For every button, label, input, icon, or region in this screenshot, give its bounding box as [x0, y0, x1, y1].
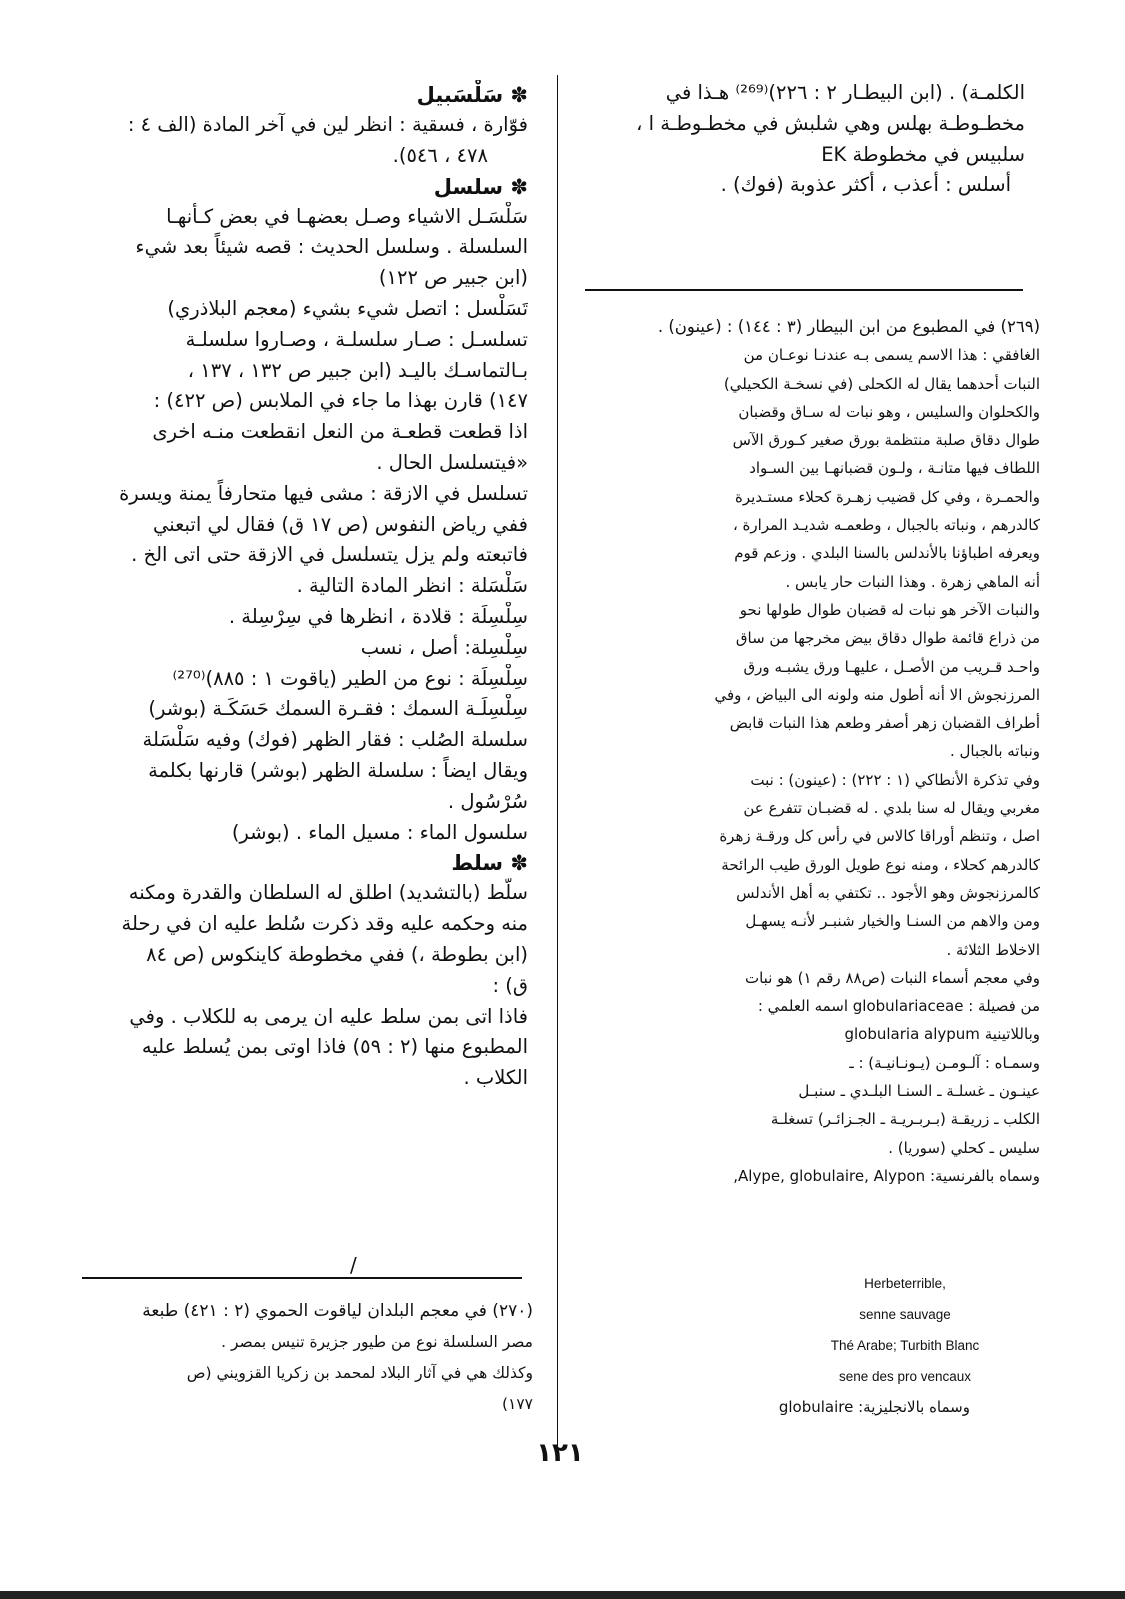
footnote-line: مصر السلسلة نوع من طيور جزيرة تنيس بمصر . — [221, 1333, 533, 1351]
text-line: سَلْسَلة : انظر المادة التالية . — [296, 574, 528, 598]
footnote-separator-right — [585, 289, 1023, 291]
text-line: اذا قطعت قطعـة من النعل انقطعت منـه اخرى — [152, 420, 528, 444]
text-line: مخطـوطـة بهلس وهي شلبش في مخطـوطـة ا ، — [636, 111, 1025, 135]
footnote-line: ويعرفه اطباؤنا بالأندلس بالسنا البلدي . وزعم قوم — [734, 544, 1040, 563]
footnote-line: وسمـاه : آلـومـن (يـونـانيـة) : ـ — [849, 1053, 1040, 1072]
footnote-line: الغافقي : هذا الاسم يسمى بـه عندنـا نوعـان من — [743, 346, 1040, 365]
text-line: السلسلة . وسلسل الحديث : قصه شيئاً بعد شيء — [135, 235, 528, 259]
footnote-line: أطراف القضبان زهر أصفر وطعم هذا النبات قابض — [729, 714, 1040, 733]
footnote-line: سليس ـ كحلي (سوريا) . — [888, 1138, 1040, 1157]
right-column — [590, 78, 1025, 201]
text-line: سُرْسُول . — [447, 789, 528, 813]
text-line: تسلسل في الازقة : مشى فيها متحارفاً يمنة ويسرة — [119, 481, 528, 505]
french-names — [770, 1268, 1040, 1392]
text-line: الكلاب . — [463, 1066, 528, 1090]
column-divider — [557, 75, 558, 1460]
footnote-line: وفي معجم أسماء النبات (ص٨٨ رقم ١) هو نبات — [744, 968, 1040, 987]
footnote-line: (٢٦٩) في المطبوع من ابن البيطار (٣ : ١٤٤) : (عينون) . — [657, 317, 1040, 336]
footnote-line: عينـون ـ غسلـة ـ السنـا البلـدي ـ سنبـل — [798, 1082, 1040, 1101]
text-line: أسلس : أعذب ، أكثر عذوبة (فوك) . — [720, 173, 1011, 197]
footnote-line: (٢٧٠) في معجم البلدان لياقوت الحموي (٢ : ٤٢١) طبعة — [142, 1301, 533, 1321]
text-line: سِلْسِلَة : نوع من الطير (ياقوت ١ : ٨٨٥)⁽²⁷⁰⁾ — [172, 666, 528, 690]
text-line: ففي رياض النفوس (ص ١٧ ق) فقال لي اتبعني — [152, 512, 528, 536]
footnote-line: والحمـرة ، وفي كل قضيب زهـرة كحلاء مستـديرة — [735, 487, 1040, 506]
text-line: تَسَلْسل : اتصل شيء بشيء (معجم البلاذري) — [167, 296, 528, 320]
footnote-line: وباللاتينية globularia alypum — [844, 1025, 1040, 1044]
footnote-line: ومن والاهم من السنـا والخيار شنبـر لأنـه يسهـل — [745, 912, 1040, 931]
text-line: سلسول الماء : مسيل الماء . (بوشر) — [231, 820, 528, 844]
footnote-line: مغربي ويقال له سنا بلدي . له قضبـان تتفرع عن — [743, 799, 1040, 818]
footnote-line: المرزنجوش الا أنه أطول منه ولونه الى البياض ، وفي — [714, 685, 1040, 704]
entry-heading: ✽ سلسل — [433, 174, 528, 199]
footnote-line: وفي تذكرة الأنطاكي (١ : ٢٢٢) : (عينون) : نبت — [750, 770, 1040, 789]
text-line: المطبوع منها (٢ : ٥٩) فاذا اوتى بمن يُسلط عليه — [141, 1035, 528, 1059]
french-name: Herbeterrible, — [864, 1276, 946, 1291]
text-line: سِلْسِلَة : قلادة ، انظرها في سِرْسِلة . — [228, 604, 528, 628]
text-line: ١٤٧) قارن بهذا ما جاء في الملابس (ص ٤٢٢) : — [153, 389, 528, 413]
footnote-line: ١٧٧) — [501, 1395, 533, 1413]
text-line: سلسلة الصُلب : فقار الظهر (فوك) وفيه سَلْسَلة — [142, 728, 528, 752]
footnote-line: كالدرهم كحلاء ، ومنه نوع طويل الورق طيب الرائحة — [721, 855, 1040, 874]
footnote-line: من ذراع قائمة طوال دقاق بيض مخرجها من ساق — [735, 629, 1040, 648]
english-name-line: وسماه بالانجليزية: globulaire — [778, 1398, 970, 1416]
french-name: Thé Arabe; Turbith Blanc — [830, 1338, 980, 1353]
french-name: sene des pro vencaux — [838, 1369, 972, 1384]
footnote-line: ونباته بالجبال . — [949, 742, 1040, 761]
text-line: سلَّط (بالتشديد) اطلق له السلطان والقدرة ومكنه — [128, 881, 528, 905]
footnote-270 — [78, 1296, 533, 1420]
footnote-line: اصل ، وتنظم أوراقا كالاس في رأس كل ورقـة زهرة — [719, 827, 1040, 846]
footnote-line: من فصيلة : globulariaceae اسمه العلمي : — [757, 997, 1040, 1016]
text-line: منه وحكمه عليه وقد ذكرت سُلط عليه ان في رحلة — [121, 912, 528, 936]
footnote-line: الاخلاط الثلاثة . — [946, 940, 1040, 959]
footnote-line: كالدرهم ، ونباته بالجبال ، وطعمـه شديـد المرارة ، — [732, 516, 1040, 535]
text-line: (ابن جبير ص ١٢٢) — [378, 266, 528, 290]
text-line: ٤٧٨ ، ٥٤٦). — [392, 143, 488, 167]
text-line: فاذا اتى بمن سلط عليه ان يرمى به للكلاب . وفي — [129, 1004, 528, 1028]
text-line: (ابن بطوطة ،) ففي مخطوطة كاينكوس (ص ٨٤ — [146, 942, 528, 966]
french-name: senne sauvage — [859, 1307, 951, 1322]
text-line: سِلْسِلَـة السمك : فقـرة السمك حَسَكَـة (بوشر) — [148, 697, 528, 721]
footnote-line: وسماه بالفرنسية: Alype, globulaire, Alypon, — [733, 1166, 1040, 1185]
text-line: بـالتماسـك باليـد (ابن جبير ص ١٣٢ ، ١٣٧ ، — [187, 358, 528, 382]
footnote-269 — [582, 313, 1040, 1190]
footnote-line: والنبات الآخر هو نبات له قضبان طوال طولها نحو — [739, 600, 1040, 619]
left-column — [78, 80, 528, 1094]
text-line: سلبيس في مخطوطة EK — [821, 142, 1025, 166]
footnote-line: والكحلوان والسليس ، وهو نبات له سـاق وقضبان — [738, 402, 1040, 421]
entry-heading: ✽ سلط — [451, 851, 528, 876]
stray-mark: / — [350, 1253, 357, 1277]
footnote-line: الكلب ـ زريقـة (بـربـريـة ـ الجـزائـر) تسغلـة — [770, 1110, 1040, 1129]
text-line: تسلسـل : صـار سلسلـة ، وصـاروا سلسلـة — [185, 327, 528, 351]
text-line: فوّارة ، فسقية : انظر لين في آخر المادة (الف ٤ : — [127, 113, 528, 136]
entry-heading: ✽ سَلْسَبيل — [416, 83, 528, 107]
footnote-line: أنه الماهي زهرة . وهذا النبات حار يابس . — [785, 572, 1040, 591]
footnote-separator-left — [82, 1277, 522, 1279]
footnote-line: اللطاف فيها متانـة ، ولـون قضبانهـا بين السـواد — [749, 459, 1040, 478]
footnote-line: النبات أحدهما يقال له الكحلى (في نسخـة الكحيلي) — [723, 374, 1040, 393]
text-line: «فيتسلسل الحال . — [376, 450, 528, 474]
footnote-line: واحـد قـريب من الأصـل ، عليهـا ورق يشبـه ورق — [743, 657, 1040, 676]
text-line: ويقال ايضاً : سلسلة الظهر (بوشر) قارنها بكلمة — [148, 758, 528, 782]
text-line: سِلْسِلة: أصل ، نسب — [360, 635, 528, 659]
scan-border — [0, 1591, 1125, 1599]
text-line: فاتبعته ولم يزل يتسلسل في الازقة حتى اتى الخ . — [131, 543, 528, 567]
page-number: ١٢١ — [536, 1438, 584, 1468]
footnote-line: طوال دقاق صلبة منتظمة بورق صغير كـورق الآس — [732, 431, 1040, 450]
text-line: الكلمـة) . (ابن البيطـار ٢ : ٢٢٦)⁽²⁶⁹⁾ هـذا في — [665, 81, 1025, 104]
footnote-line: كالمرزنجوش وهو الأجود .. تكتفي به أهل الأندلس — [736, 883, 1040, 902]
text-line: سَلْسَـل الاشياء وصـل بعضهـا في بعض كـأنهـا — [166, 204, 528, 228]
text-line: ق) : — [492, 973, 528, 997]
footnote-line: وكذلك هي في آثار البلاد لمحمد بن زكريا القزويني (ص — [186, 1364, 533, 1382]
